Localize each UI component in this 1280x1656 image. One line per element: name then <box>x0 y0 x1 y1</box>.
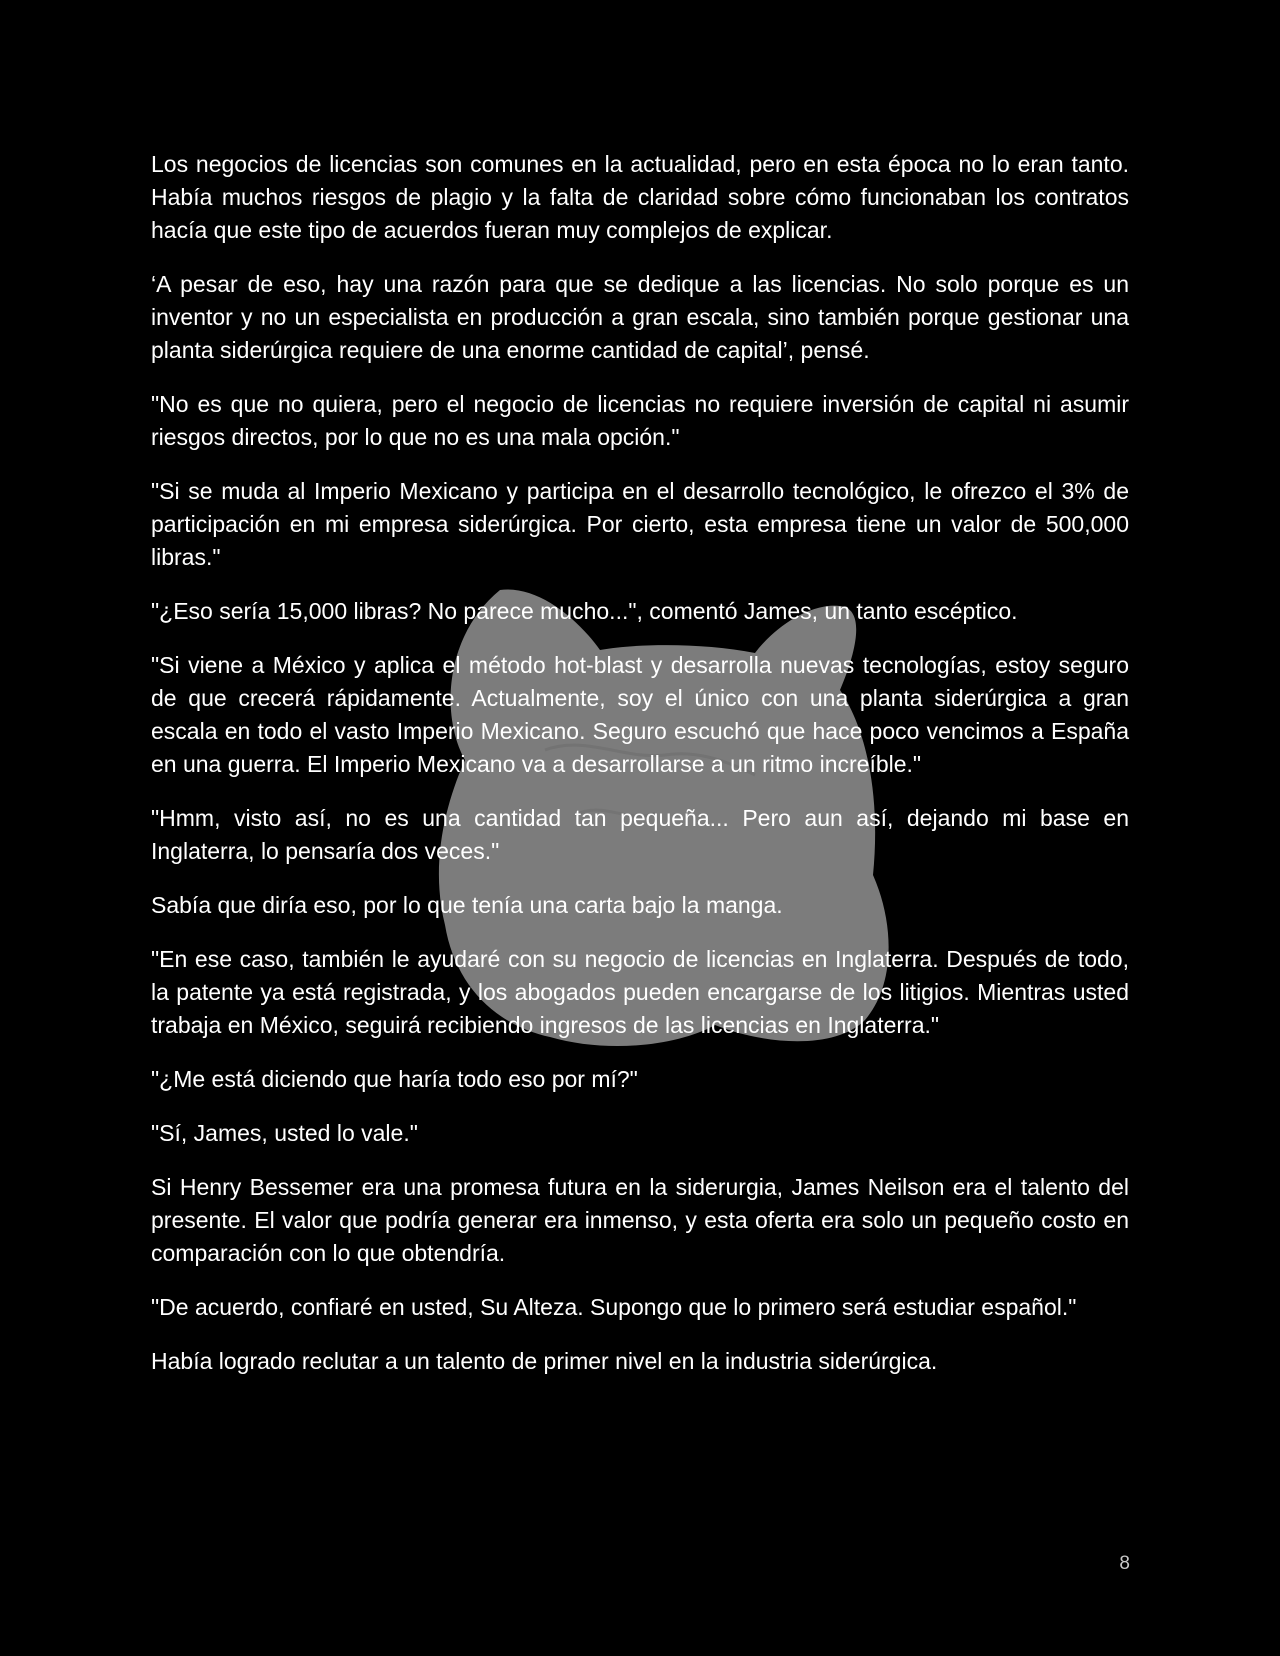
paragraph: "¿Me está diciendo que haría todo eso por mí?" <box>151 1066 638 1092</box>
page-number: 8 <box>1119 1553 1130 1574</box>
paragraph: "De acuerdo, confiaré en usted, Su Alteza. Supongo que lo primero será estudiar español." <box>151 1294 1077 1320</box>
paragraph: Los negocios de licencias son comunes en la actualidad, pero en esta época no lo eran tanto. Había muchos riesgos de plagio y la falta de claridad sobre cómo funcionaban los contratos hacía que este tipo de acuerdos fueran muy complejos de explicar. <box>151 151 1129 243</box>
paragraph: "Si se muda al Imperio Mexicano y participa en el desarrollo tecnológico, le ofrezco el 3% de participación en mi empresa siderúrgica. Por cierto, esta empresa tiene un valor de 500,000 libras." <box>151 478 1129 570</box>
paragraph: Sabía que diría eso, por lo que tenía una carta bajo la manga. <box>151 892 783 918</box>
paragraph: "No es que no quiera, pero el negocio de licencias no requiere inversión de capital ni asumir riesgos directos, por lo que no es una mala opción." <box>151 391 1129 450</box>
paragraph: "Sí, James, usted lo vale." <box>151 1120 418 1146</box>
paragraph: "Hmm, visto así, no es una cantidad tan pequeña... Pero aun así, dejando mi base en Inglaterra, lo pensaría dos veces." <box>151 805 1129 864</box>
paragraph: ‘A pesar de eso, hay una razón para que se dedique a las licencias. No solo porque es un inventor y no un especialista en producción a gran escala, sino también porque gestionar una planta siderúrgica requiere de una enorme cantidad de capital’, pensé. <box>151 271 1129 363</box>
paragraph: "Si viene a México y aplica el método hot-blast y desarrolla nuevas tecnologías, estoy seguro de que crecerá rápidamente. Actualmente, soy el único con una planta siderúrgica a gran escala en todo el vasto Imperio Mexicano. Seguro escuchó que hace poco vencimos a España en una guerra. El Imperio Mexicano va a desarrollarse a un ritmo increíble." <box>151 652 1129 777</box>
page-body <box>151 148 1129 1399</box>
paragraph: "En ese caso, también le ayudaré con su negocio de licencias en Inglaterra. Después de todo, la patente ya está registrada, y los abogados pueden encargarse de los litigios. Mientras usted trabaja en México, seguirá recibiendo ingresos de las licencias en Inglaterra." <box>151 946 1129 1038</box>
paragraph: "¿Eso sería 15,000 libras? No parece mucho...", comentó James, un tanto escéptico. <box>151 598 1018 624</box>
paragraph: Había logrado reclutar a un talento de primer nivel en la industria siderúrgica. <box>151 1348 938 1374</box>
paragraph: Si Henry Bessemer era una promesa futura en la siderurgia, James Neilson era el talento del presente. El valor que podría generar era inmenso, y esta oferta era solo un pequeño costo en comparación con lo que obtendría. <box>151 1174 1129 1266</box>
